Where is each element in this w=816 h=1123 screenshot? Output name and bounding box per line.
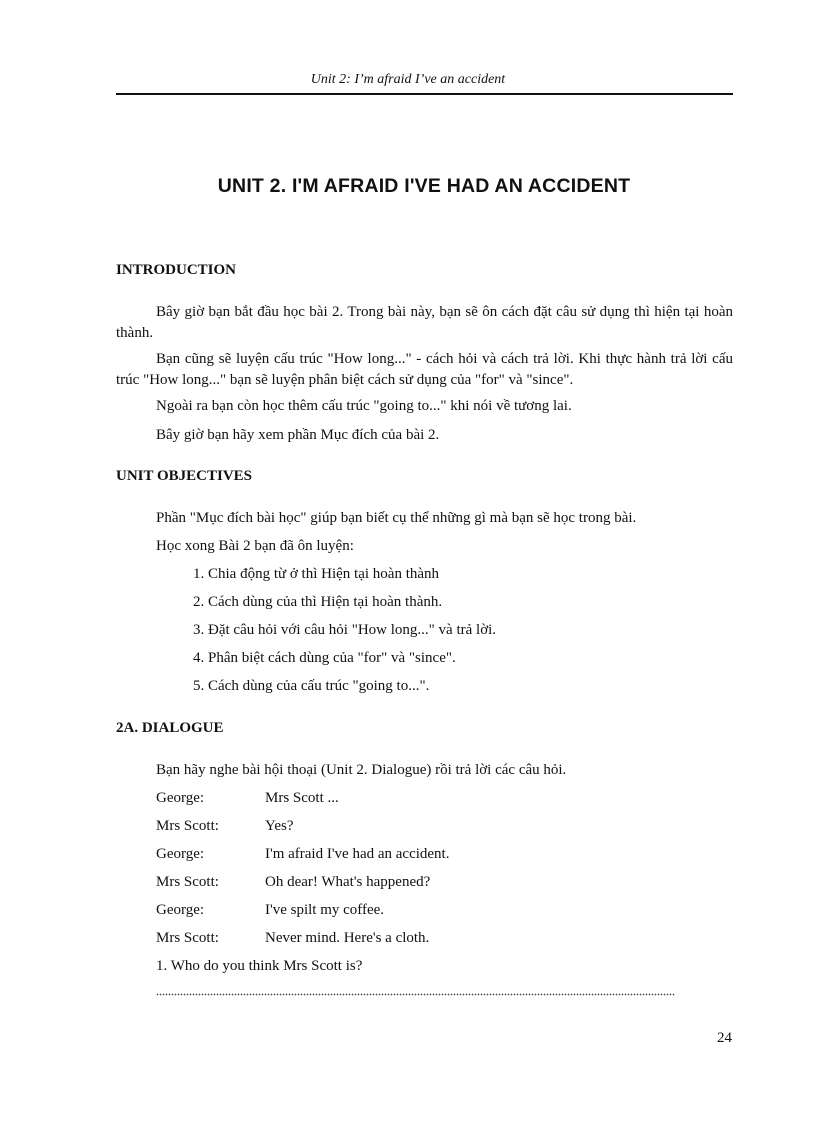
- dialogue-speaker: George:: [156, 902, 205, 918]
- objectives-lead: Học xong Bài 2 bạn đã ôn luyện:: [156, 538, 354, 554]
- dialogue-speaker: Mrs Scott:: [156, 818, 219, 834]
- introduction-paragraph: Ngoài ra bạn còn học thêm cấu trúc "going to..." khi nói về tương lai.: [156, 398, 572, 414]
- dialogue-heading: 2A. DIALOGUE: [116, 720, 224, 736]
- objective-item: 2. Cách dùng của thì Hiện tại hoàn thành.: [193, 594, 443, 610]
- introduction-paragraph: Bây giờ bạn bắt đầu học bài 2. Trong bài này, bạn sẽ ôn cách đặt câu sử dụng thì hiện tại hoàn thành.: [116, 304, 733, 341]
- dialogue-line: Mrs Scott ...: [265, 790, 339, 806]
- introduction-paragraph: Bây giờ bạn hãy xem phần Mục đích của bài 2.: [156, 427, 440, 443]
- dialogue-line: Yes?: [265, 818, 294, 834]
- page-title: UNIT 2. I'M AFRAID I'VE HAD AN ACCIDENT: [217, 175, 631, 197]
- dialogue-speaker: Mrs Scott:: [156, 874, 219, 890]
- dialogue-line: Oh dear! What's happened?: [265, 874, 431, 890]
- objectives-intro: Phần "Mục đích bài học" giúp bạn biết cụ thể những gì mà bạn sẽ học trong bài.: [156, 510, 637, 526]
- dialogue-line: I've spilt my coffee.: [265, 902, 385, 918]
- page-number: 24: [717, 1030, 732, 1046]
- objective-item: 1. Chia động từ ở thì Hiện tại hoàn thành: [193, 566, 440, 582]
- dialogue-line: Never mind. Here's a cloth.: [265, 930, 430, 946]
- objective-item: 3. Đặt câu hỏi với câu hỏi "How long..." và trả lời.: [193, 622, 497, 638]
- objectives-heading: UNIT OBJECTIVES: [116, 468, 253, 484]
- header-rule: [116, 93, 733, 95]
- dialogue-question: 1. Who do you think Mrs Scott is?: [156, 958, 363, 974]
- dialogue-speaker: George:: [156, 790, 205, 806]
- objective-item: 5. Cách dùng của cấu trúc "going to...".: [193, 678, 430, 694]
- dialogue-speaker: George:: [156, 846, 205, 862]
- dialogue-speaker: Mrs Scott:: [156, 930, 219, 946]
- answer-dotted-line: [156, 991, 675, 997]
- objective-item: 4. Phân biệt cách dùng của "for" và "since".: [193, 650, 456, 666]
- running-header: Unit 2: I’m afraid I’ve an accident: [310, 72, 506, 87]
- introduction-paragraph: Bạn cũng sẽ luyện cấu trúc "How long..." - cách hỏi và cách trả lời. Khi thực hành trả lời cấu trúc "How long..." bạn sẽ luyện phân biệt cách sử dụng của "for" và "since".: [116, 351, 733, 388]
- dialogue-instruction: Bạn hãy nghe bài hội thoại (Unit 2. Dialogue) rồi trả lời các câu hỏi.: [156, 762, 567, 778]
- introduction-heading: INTRODUCTION: [116, 262, 237, 278]
- dialogue-line: I'm afraid I've had an accident.: [265, 846, 450, 862]
